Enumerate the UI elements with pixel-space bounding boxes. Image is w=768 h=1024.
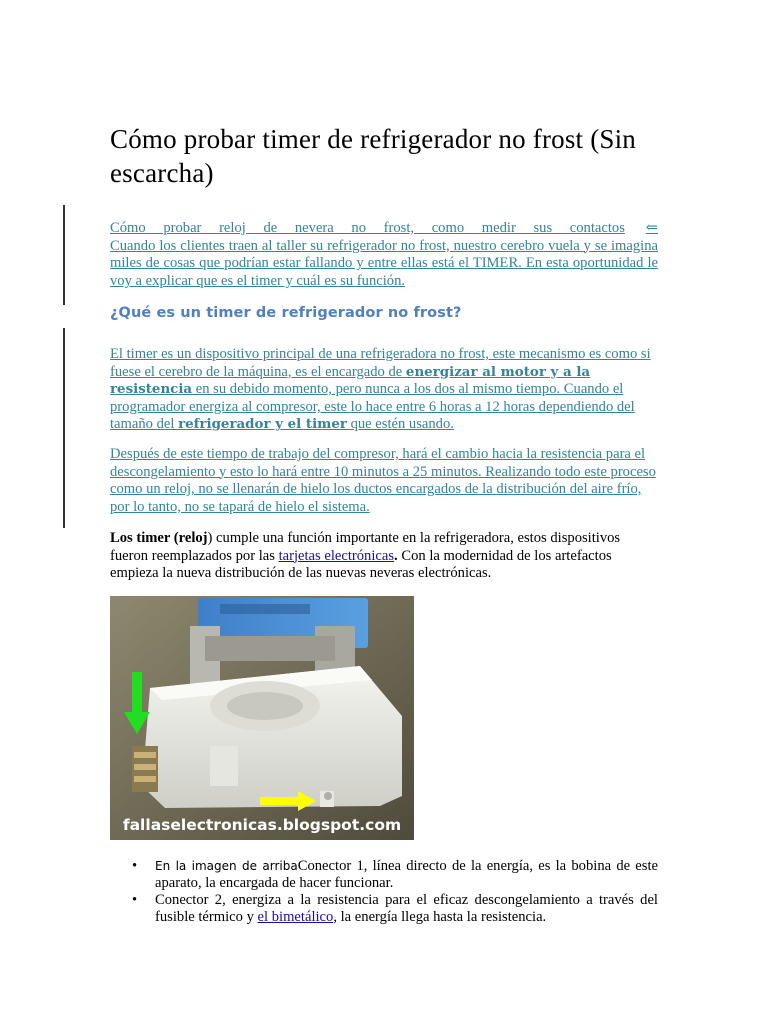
para1-text-e: que estén usando.: [346, 416, 454, 433]
list-item: [110, 858, 658, 892]
bullet-icon: •: [132, 892, 138, 908]
para1-text-a: El timer es un dispositivo principal de una refrigeradora no frost, este mecanismo es como si fuese el cerebro de la máquina, es el encargado de: [110, 346, 651, 380]
intro-paragraph[interactable]: [110, 220, 658, 290]
back-arrow-icon[interactable]: ⇐: [645, 220, 658, 236]
connector-list: [110, 858, 658, 926]
bullet2-text-after: , la energía llega hasta la resistencia.: [333, 909, 547, 925]
section-heading: ¿Qué es un timer de refrigerador no frost?: [110, 305, 462, 321]
list-item: [110, 892, 658, 926]
para3-text: ) cumple una función importante en la refrigeradora, estos dispositivos fueron reemplazados por las: [110, 530, 621, 564]
watermark-text: fallaselectronicas.blogspot.com: [122, 816, 402, 834]
left-margin-bar: [63, 205, 65, 305]
para1-bold-motor: energizar al motor y a la resistencia: [110, 363, 591, 398]
para3-dot: .: [394, 547, 398, 564]
paragraph-timer-role: [110, 530, 658, 583]
bullet1-text: Conector 1, línea directo de la energía, es la bobina de este aparato, la encargada de hacer funcionar.: [155, 858, 659, 891]
paragraph-timer-definition[interactable]: [110, 346, 658, 434]
para1-text-c: en su debido momento, pero nunca a los dos al mismo tiempo. Cuando el programador energiza al compresor, este lo hace entre 6 horas a 12 horas dependiendo del tamaño del: [110, 381, 635, 433]
intro-first-line[interactable]: [110, 220, 658, 238]
tarjetas-electronicas-link[interactable]: tarjetas electrónicas: [278, 547, 395, 564]
timer-photo: [110, 596, 414, 840]
para3-rest: Con la modernidad de los artefactos empieza la nueva distribución de las nuevas neveras electrónicas.: [110, 547, 612, 582]
document-title: Cómo probar timer de refrigerador no frost (Sin escarcha): [110, 124, 636, 188]
bullet1-lead: En la imagen de arriba: [155, 859, 298, 873]
intro-link-text[interactable]: Cómo probar reloj de nevera no frost, como medir sus contactos: [110, 220, 625, 236]
bullet-icon: •: [132, 858, 138, 874]
bimetalico-link[interactable]: el bimetálico: [257, 909, 334, 925]
left-margin-bar: [63, 328, 65, 528]
para3-bold: Los timer (reloj: [110, 530, 208, 546]
bullet2-text: Conector 2, energiza a la resistencia para el eficaz descongelamiento a través del fusible térmico y: [155, 892, 658, 925]
paragraph-defrost-cycle[interactable]: Después de este tiempo de trabajo del compresor, hará el cambio hacia la resistencia para el descongelamiento y esto lo hará entre 10 minutos a 25 minutos. Realizando todo este proceso como un reloj, no se llenarán de hielo los ductos encargados de la distribución del aire frío, por lo tanto, no se tapará de hielo el sistema.: [110, 446, 656, 515]
timer-photo-graphic: [110, 596, 414, 840]
para1-bold-refrigerador: refrigerador y el timer: [178, 416, 347, 433]
intro-rest-text[interactable]: Cuando los clientes traen al taller su refrigerador no frost, nuestro cerebro vuela y se imagina miles de cosas que podrían estar fallando y entre ellas está el TIMER. En esta oportunidad le voy a explicar que es el timer y cuál es su función.: [110, 237, 658, 289]
